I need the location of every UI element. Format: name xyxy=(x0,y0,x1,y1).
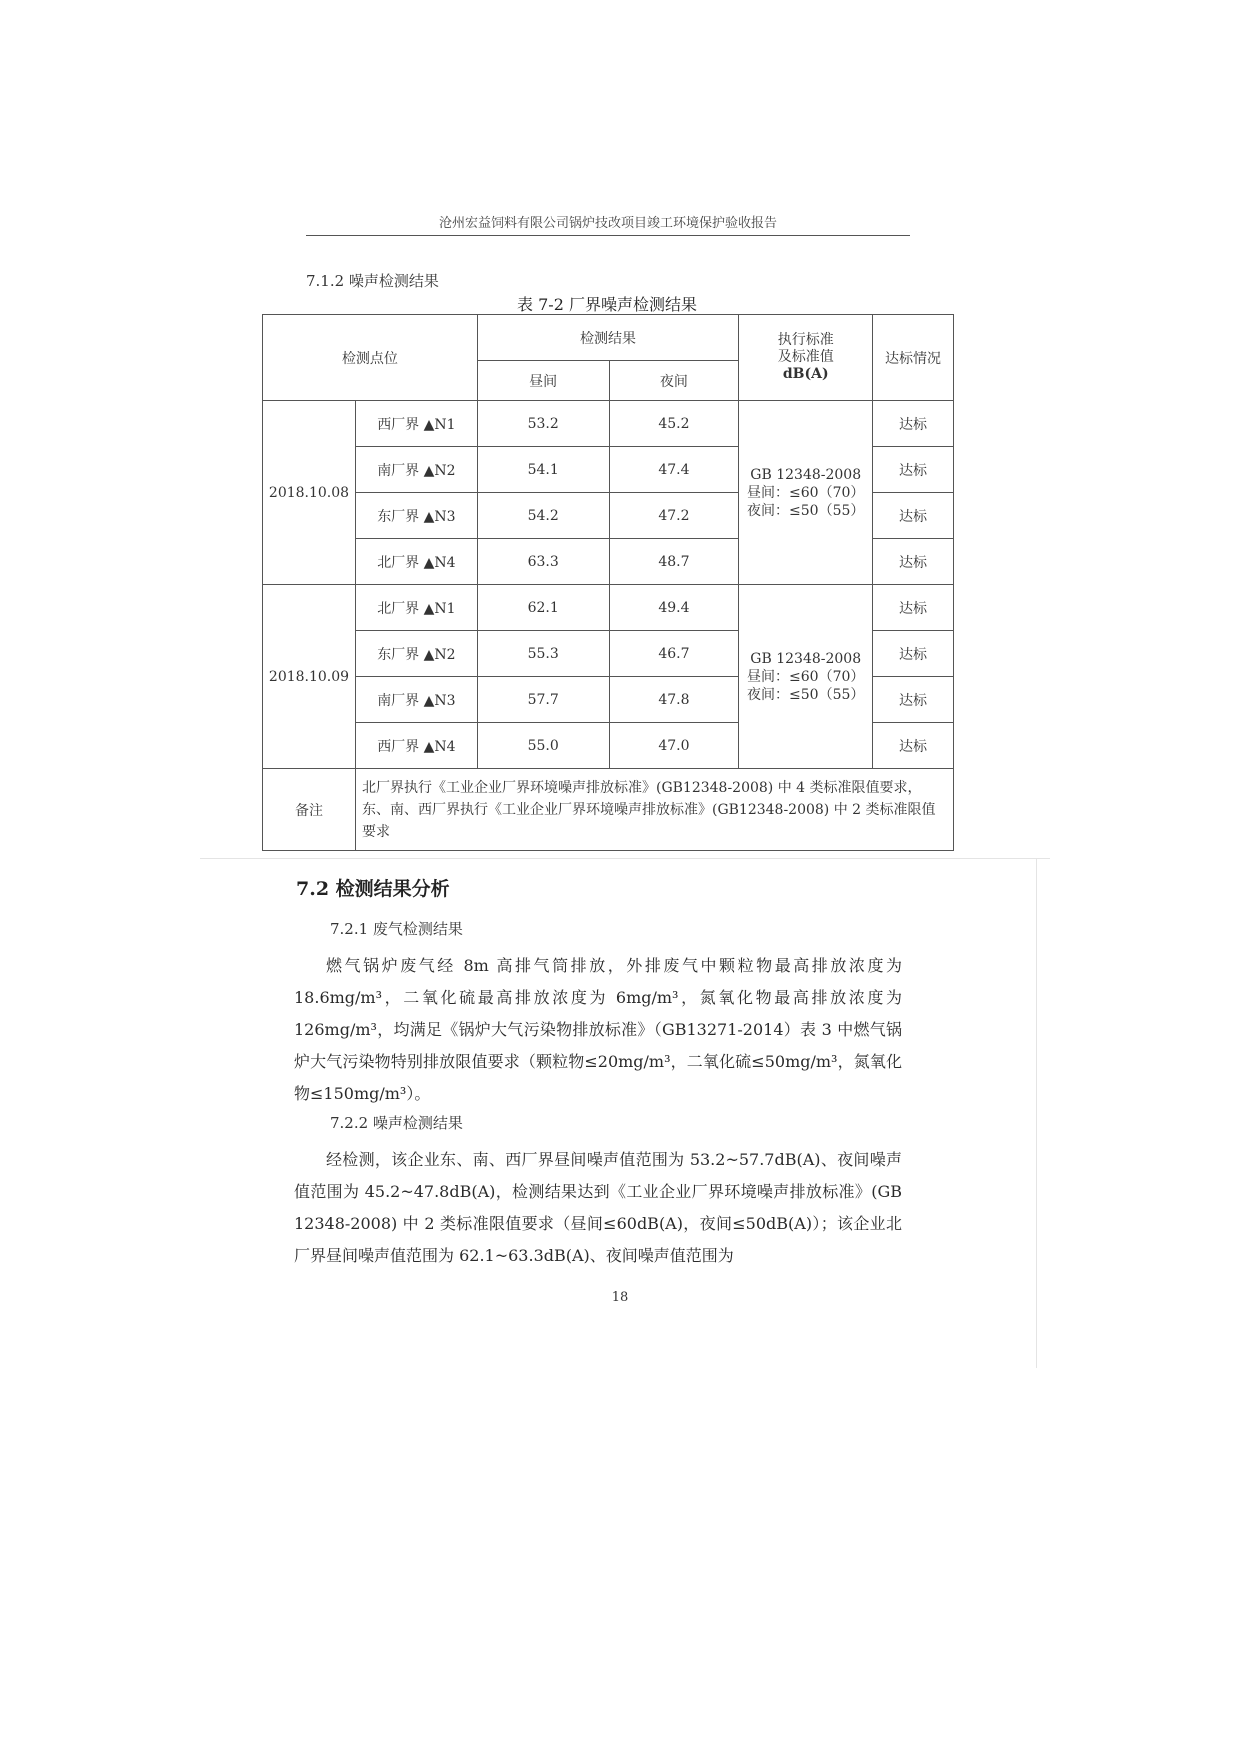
day-value: 63.3 xyxy=(477,539,609,585)
point-cell: 南厂界 ▲N3 xyxy=(355,677,477,723)
night-value: 47.2 xyxy=(609,493,739,539)
scan-edge-horizontal xyxy=(200,858,1050,859)
header-night: 夜间 xyxy=(609,361,739,401)
table-header-row xyxy=(263,315,954,361)
section-title-7-2: 7.2 检测结果分析 xyxy=(296,878,450,900)
page-number: 18 xyxy=(611,1290,629,1305)
point-cell: 东厂界 ▲N2 xyxy=(355,631,477,677)
header-standard-line2: 及标准值 xyxy=(777,349,834,365)
standard-night: 夜间：≤50（55） xyxy=(747,686,865,703)
day-value: 55.0 xyxy=(477,723,609,769)
table-row xyxy=(263,401,954,447)
point-cell: 北厂界 ▲N1 xyxy=(355,585,477,631)
night-value: 47.0 xyxy=(609,723,739,769)
day-value: 54.1 xyxy=(477,447,609,493)
date-cell: 2018.10.09 xyxy=(263,585,356,769)
status-cell: 达标 xyxy=(873,585,954,631)
noise-paragraph: 经检测，该企业东、南、西厂界昼间噪声值范围为 53.2~57.7dB(A)、夜间噪声值范围为 45.2~47.8dB(A)，检测结果达到《工业企业厂界环境噪声排放标准》(GB 12348-2008) 中 2 类标准限值要求（昼间≤60dB(A)，夜间≤50dB(A)）；该企业北厂界昼间噪声值范围为 62.1~63.3dB(A)、夜间噪声值范围为 xyxy=(294,1150,902,1265)
standard-day: 昼间：≤60（70） xyxy=(747,668,865,685)
header-standard xyxy=(739,315,873,401)
night-value: 48.7 xyxy=(609,539,739,585)
header-result: 检测结果 xyxy=(477,315,739,361)
standard-night: 夜间：≤50（55） xyxy=(747,502,865,519)
exhaust-gas-paragraph: 燃气锅炉废气经 8m 高排气筒排放，外排废气中颗粒物最高排放浓度为 18.6mg/m³，二氧化硫最高排放浓度为 6mg/m³，氮氧化物最高排放浓度为 126mg/m³，均满足《锅炉大气污染物排放标准》（GB13271-2014）表 3 中燃气锅炉大气污染物特别排放限值要求（颗粒物≤20mg/m³，二氧化硫≤50mg/m³，氮氧化物≤150mg/m³）。 xyxy=(294,956,902,1103)
remarks-row xyxy=(263,769,954,851)
header-standard-line3: dB(A) xyxy=(782,366,829,382)
table-caption: 表 7-2 厂界噪声检测结果 xyxy=(517,295,697,314)
status-cell: 达标 xyxy=(873,493,954,539)
status-cell: 达标 xyxy=(873,723,954,769)
subsection-heading-7-2-1: 7.2.1 废气检测结果 xyxy=(330,920,463,938)
day-value: 55.3 xyxy=(477,631,609,677)
night-value: 46.7 xyxy=(609,631,739,677)
standard-code: GB 12348-2008 xyxy=(750,466,862,483)
remarks-label: 备注 xyxy=(263,769,356,851)
standard-day: 昼间：≤60（70） xyxy=(747,484,865,501)
header-day: 昼间 xyxy=(477,361,609,401)
standard-code: GB 12348-2008 xyxy=(750,650,862,667)
night-value: 45.2 xyxy=(609,401,739,447)
day-value: 62.1 xyxy=(477,585,609,631)
status-cell: 达标 xyxy=(873,447,954,493)
day-value: 54.2 xyxy=(477,493,609,539)
standard-cell xyxy=(739,585,873,769)
header-compliance: 达标情况 xyxy=(873,315,954,401)
table-row xyxy=(263,585,954,631)
point-cell: 西厂界 ▲N4 xyxy=(355,723,477,769)
date-cell: 2018.10.08 xyxy=(263,401,356,585)
noise-results-table xyxy=(262,314,954,851)
status-cell: 达标 xyxy=(873,401,954,447)
night-value: 49.4 xyxy=(609,585,739,631)
night-value: 47.8 xyxy=(609,677,739,723)
night-value: 47.4 xyxy=(609,447,739,493)
header-location: 检测点位 xyxy=(263,315,478,401)
remarks-text: 北厂界执行《工业企业厂界环境噪声排放标准》(GB12348-2008) 中 4 类标准限值要求，东、南、西厂界执行《工业企业厂界环境噪声排放标准》(GB12348-2008) 中 2 类标准限值要求 xyxy=(355,769,953,851)
status-cell: 达标 xyxy=(873,631,954,677)
status-cell: 达标 xyxy=(873,677,954,723)
point-cell: 南厂界 ▲N2 xyxy=(355,447,477,493)
subsection-heading-7-2-2: 7.2.2 噪声检测结果 xyxy=(330,1114,463,1132)
day-value: 57.7 xyxy=(477,677,609,723)
day-value: 53.2 xyxy=(477,401,609,447)
point-cell: 东厂界 ▲N3 xyxy=(355,493,477,539)
point-cell: 西厂界 ▲N1 xyxy=(355,401,477,447)
point-cell: 北厂界 ▲N4 xyxy=(355,539,477,585)
standard-cell xyxy=(739,401,873,585)
header-standard-line1: 执行标准 xyxy=(777,332,834,348)
status-cell: 达标 xyxy=(873,539,954,585)
subsection-heading-7-1-2: 7.1.2 噪声检测结果 xyxy=(306,272,439,290)
scan-edge-vertical xyxy=(1036,858,1037,1368)
running-header: 沧州宏益饲料有限公司锅炉技改项目竣工环境保护验收报告 xyxy=(306,212,910,236)
